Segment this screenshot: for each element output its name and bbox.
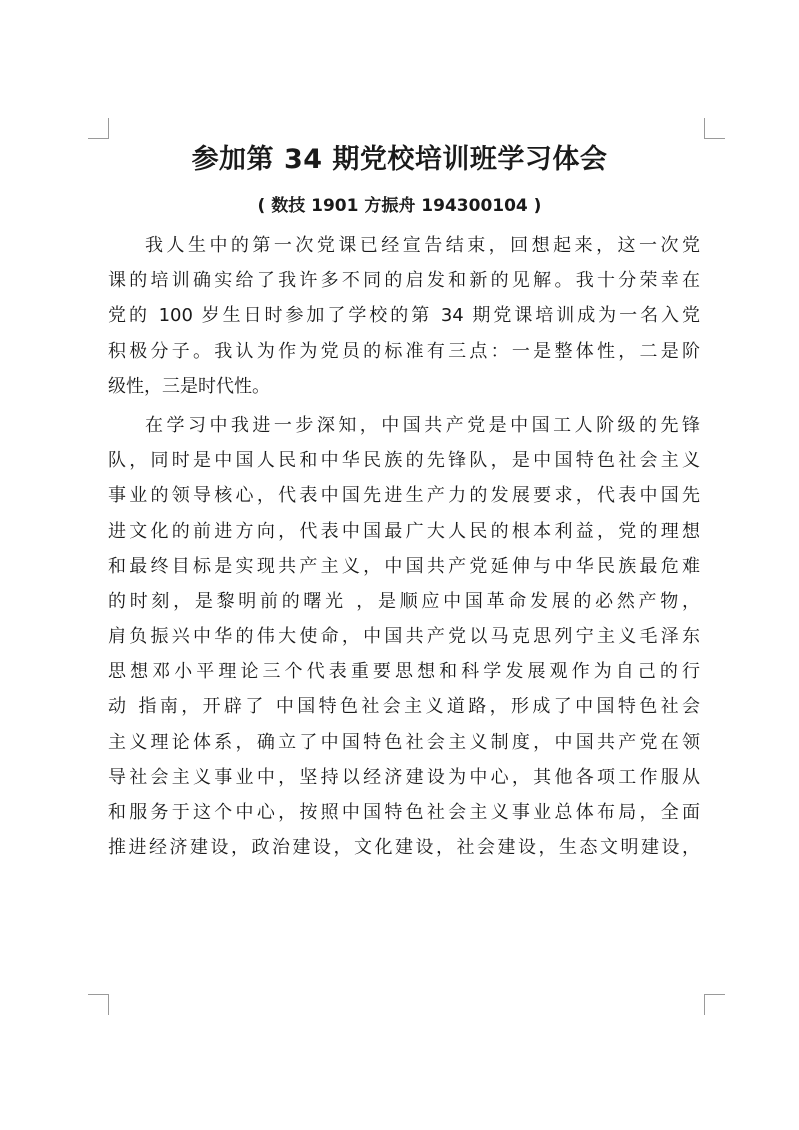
text-line: 我人生中的第一次党课已经宣告结束，回想起来，这一次党: [145, 235, 700, 256]
text-line: 肩负振兴中华的伟大使命，中国共产党以马克思列宁主义毛泽东: [108, 626, 700, 648]
text-line: 导社会主义事业中，坚持以经济建设为中心，其他各项工作服从: [108, 766, 700, 788]
text-line: 推进经济建设，政治建设，文化建设，社会建设，生态文明建设，: [108, 837, 700, 859]
text-line: 动 指南，开辟了 中国特色社会主义道路，形成了中国特色社会: [108, 696, 700, 718]
page-corner-mark-bottom-left: [88, 994, 109, 1015]
text-line: 积极分子。我认为作为党员的标准有三点：一是整体性，二是阶: [108, 340, 700, 362]
text-line: 和服务于这个中心，按照中国特色社会主义事业总体布局，全面: [108, 802, 700, 823]
page-subtitle: ( 数技 1901 方振舟 194300104 ): [257, 196, 542, 216]
text-line: 党的 100 岁生日时参加了学校的第 34 期党课培训成为一名入党: [108, 305, 700, 327]
page-corner-mark-top-left: [88, 118, 109, 139]
text-line: 和最终目标是实现共产主义，中国共产党延伸与中华民族最危难: [108, 555, 700, 577]
text-line: 主义理论体系，确立了中国特色社会主义制度，中国共产党在领: [108, 731, 700, 753]
text-line: 思想邓小平理论三个代表重要思想和科学发展观作为自己的行: [108, 661, 700, 683]
page-corner-mark-bottom-right: [704, 994, 725, 1015]
page-title: 参加第 34 期党校培训班学习体会: [191, 144, 608, 175]
text-line: 课的培训确实给了我许多不同的启发和新的见解。我十分荣幸在: [108, 270, 700, 292]
text-line: 级性，三是时代性。: [108, 375, 270, 397]
text-line: 的时刻，是黎明前的曙光 ，是顺应中国革命发展的必然产物，: [108, 590, 700, 612]
text-line: 事业的领导核心，代表中国先进生产力的发展要求，代表中国先: [108, 485, 700, 507]
text-line: 进文化的前进方向，代表中国最广大人民的根本利益，党的理想: [108, 520, 700, 542]
text-line: 队，同时是中国人民和中华民族的先锋队，是中国特色社会主义: [108, 450, 700, 472]
paragraph-1: [108, 228, 700, 404]
page-corner-mark-top-right: [704, 118, 725, 139]
paragraph-2: [108, 408, 700, 865]
text-line: 在学习中我进一步深知，中国共产党是中国工人阶级的先锋: [145, 414, 700, 436]
document-body: [108, 228, 700, 865]
